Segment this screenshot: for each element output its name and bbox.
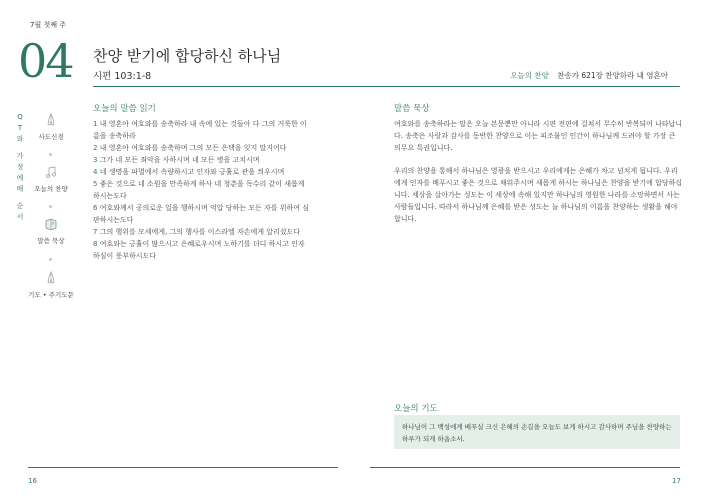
vertical-char: 순: [16, 202, 24, 210]
verse-text: 그가 네 모든 죄악을 사하시며 네 모든 병을 고치시며: [99, 156, 260, 164]
page-number-right: 17: [672, 477, 681, 485]
praying-hands-icon: [43, 112, 59, 128]
verse-number: 5: [93, 180, 98, 188]
bible-book-icon: [43, 216, 59, 232]
verse-number: 1: [93, 120, 98, 128]
sidebar-item-meditation: [28, 216, 74, 245]
vertical-char: 정: [16, 163, 24, 171]
vertical-char: 와: [16, 135, 24, 143]
scripture-text: [93, 118, 311, 262]
sidebar-item-prayer: [28, 270, 74, 299]
verse-text: 내 영혼아 여호와를 송축하라 내 속에 있는 것들아 다 그의 거룩한 이름을 송축하라: [93, 120, 307, 140]
vertical-char: T: [17, 124, 23, 132]
reading-heading: 오늘의 말씀 읽기: [93, 104, 156, 114]
sidebar-item-creed: [28, 112, 74, 141]
praying-hands-icon: [43, 270, 59, 286]
verse-text: 여호와께서 공의로운 일을 행하시며 억압 당하는 모든 자를 위하여 심판하시는도다: [93, 204, 310, 224]
verse-number: 3: [93, 156, 98, 164]
verse: [93, 154, 311, 166]
sidebar-dot: [49, 153, 52, 156]
verse: [93, 238, 311, 262]
meditation-paragraph: 우리의 찬양을 통해서 하나님은 영광을 받으시고 우리에게는 은혜가 차고 넘치게 됩니다. 우리에게 인자를 베푸시고 좋은 것으로 채워주시며 새롭게 하시는 하나님은 찬양을 받기에 합당하십니다. 세상을 살아가는 성도는 이 세상에 속해 있지만 하나님의 영원한 나라를 소망하면서 사는 사람들입니다. 따라서 하나님께 은혜를 받은 성도는 늘 하나님의 이름을 찬양하는 생활을 해야합니다.: [394, 167, 683, 223]
footer-divider-right: [370, 467, 680, 468]
sidebar-dot: [49, 258, 52, 261]
verse: [93, 118, 311, 142]
verse-number: 4: [93, 168, 98, 176]
verse-text: 좋은 것으로 네 소원을 만족하게 하사 네 청춘을 독수리 같이 새롭게 하시는도다: [93, 180, 305, 200]
verse-number: 7: [93, 228, 98, 236]
sidebar-item-label: 사도신경: [38, 133, 64, 141]
verse: [93, 202, 311, 226]
scripture-reference: 시편 103:1-8: [93, 71, 152, 82]
vertical-char: 배: [16, 185, 24, 193]
week-label: 7월 첫째 주: [30, 21, 66, 29]
sidebar-item-label: 기도 • 주기도문: [28, 291, 74, 299]
verse: [93, 178, 311, 202]
vertical-char: Q: [17, 113, 23, 121]
todays-hymn: [510, 70, 668, 81]
sidebar-dot: [49, 205, 52, 208]
prayer-heading: 오늘의 기도: [394, 404, 438, 414]
verse-number: 6: [93, 204, 98, 212]
vertical-char: 가: [16, 152, 24, 160]
page-number-left: 16: [28, 477, 37, 485]
verse: [93, 166, 311, 178]
verse-text: 네 생명을 파멸에서 속량하시고 인자와 긍휼로 관을 씌우시며: [99, 168, 285, 176]
meditation-text: [394, 118, 684, 236]
vertical-char: 서: [16, 213, 24, 221]
vertical-char: 예: [16, 174, 24, 182]
verse-number: 8: [93, 240, 98, 248]
footer-divider-left: [28, 467, 338, 468]
hymn-title: 찬송가 621장 찬양하라 내 영혼아: [557, 71, 668, 80]
page-title: 찬양 받기에 합당하신 하나님: [93, 47, 282, 65]
sidebar-item-label: 말씀 묵상: [37, 237, 65, 245]
day-number: 04: [18, 34, 73, 88]
verse: [93, 142, 311, 154]
prayer-box: [394, 415, 680, 449]
music-note-icon: [43, 164, 59, 180]
verse-number: 2: [93, 144, 98, 152]
sidebar-item-hymn: [28, 164, 74, 193]
meditation-paragraph: 여호와를 송축하라는 말은 오늘 본문뿐만 아니라 시편 전편에 걸쳐서 무수히 반복되어 나타납니다. 송축은 사랑과 감사를 동반한 찬양으로 이는 피조물인 인간이 하나님께 드려야 할 가장 큰 의무요 특권입니다.: [394, 120, 683, 152]
sidebar-vertical-label: [16, 112, 24, 223]
sidebar-item-label: 오늘의 찬양: [34, 185, 68, 193]
verse: [93, 226, 311, 238]
prayer-text: 하나님이 그 백성에게 베푸실 크신 은혜의 손길을 오늘도 보게 하시고 감사하며 주님을 찬양하는 하루가 되게 하옵소서.: [402, 423, 672, 443]
verse-text: 그의 행위를 모세에게, 그의 행사를 이스라엘 자손에게 알리셨도다: [99, 228, 301, 236]
verse-text: 내 영혼아 여호와를 송축하며 그의 모든 은택을 잊지 말지어다: [99, 144, 287, 152]
header-divider: [93, 86, 680, 87]
hymn-label: 오늘의 찬양: [510, 71, 549, 80]
meditation-heading: 말씀 묵상: [394, 104, 430, 114]
verse-text: 여호와는 긍휼이 많으시고 은혜로우시며 노하기를 더디 하시고 인자하심이 풍부하시도다: [93, 240, 305, 260]
